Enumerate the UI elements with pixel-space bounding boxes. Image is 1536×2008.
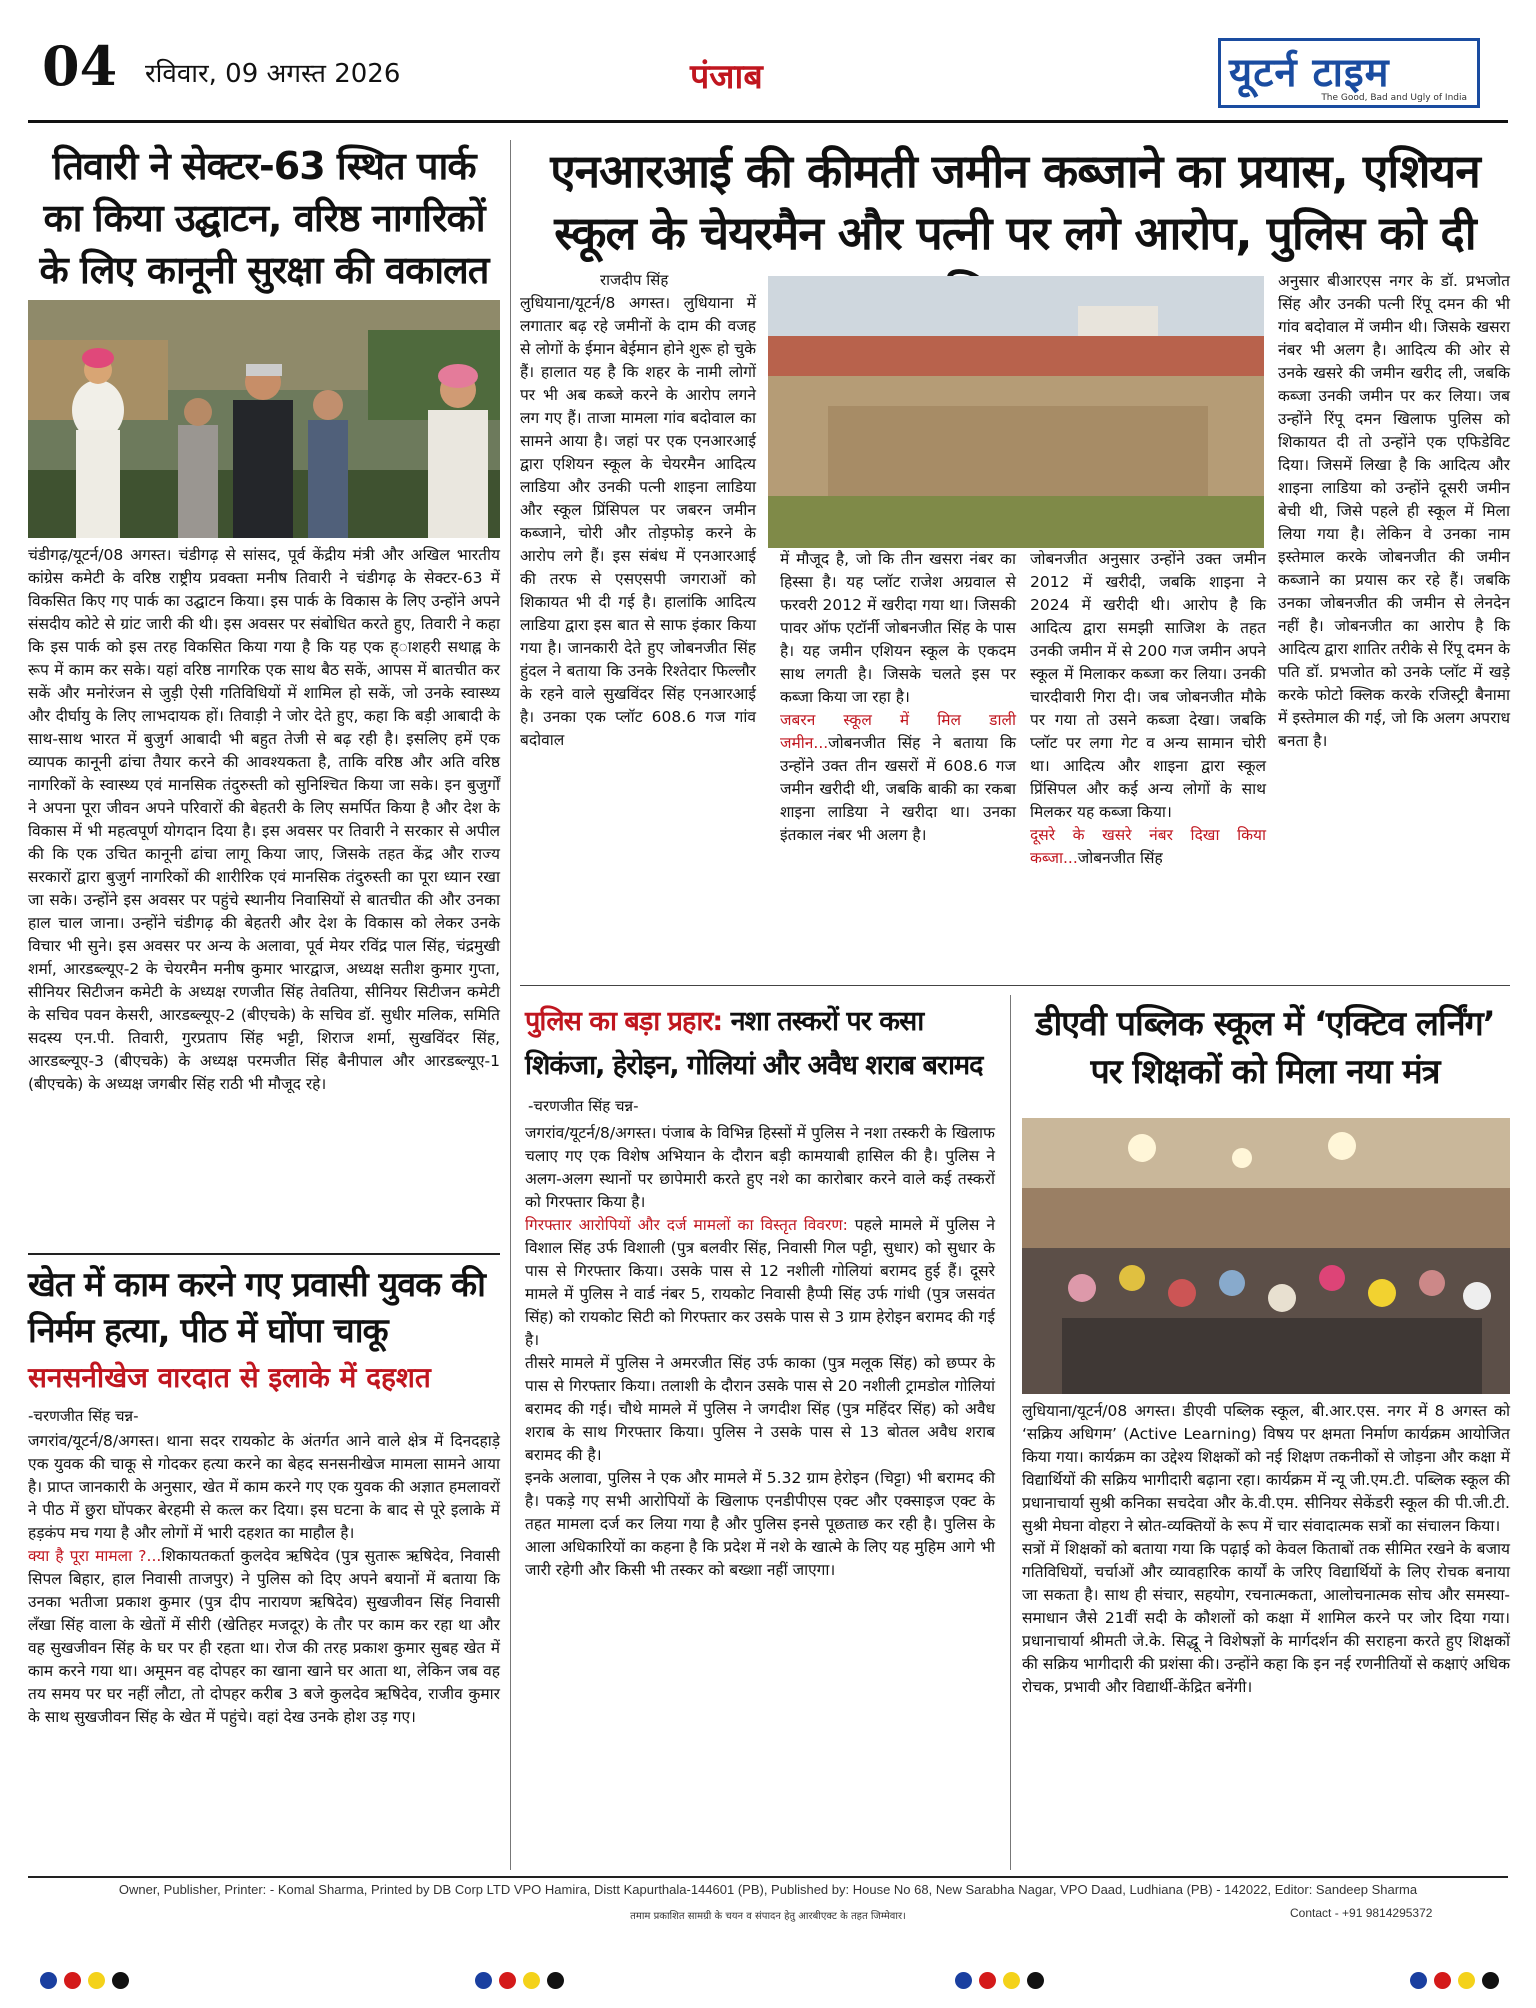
story4-headline — [525, 1000, 995, 1088]
story2-byline: -चरणजीत सिंह चन्न- — [28, 1407, 139, 1425]
dot — [1410, 1972, 1427, 1989]
dot — [1027, 1972, 1044, 1989]
story3-col2-lead: जबरन स्कूल में मिल डाली जमीन... — [780, 711, 1016, 752]
dot — [40, 1972, 57, 1989]
issue-date: रविवार, 09 अगस्त 2026 — [145, 59, 401, 89]
dot — [499, 1972, 516, 1989]
dot — [979, 1972, 996, 1989]
dot — [1003, 1972, 1020, 1989]
newspaper-logo — [1218, 38, 1480, 108]
divider — [28, 1253, 500, 1255]
logo-tagline: The Good, Bad and Ugly of India — [1321, 93, 1467, 103]
story2-body — [28, 1430, 500, 1729]
registration-dots-right — [1410, 1972, 1499, 1989]
footer-contact: Contact - +91 9814295372 — [1290, 1906, 1433, 1920]
story4-body — [525, 1122, 995, 1582]
section-name: पंजाब — [690, 57, 763, 97]
story4-body-para3: तीसरे मामले में पुलिस ने अमरजीत सिंह उर्फ काका (पुत्र मलूक सिंह) को छप्पर के पास से गिरफ्तार किया। तलाशी के दौरान उसके पास से 20 नशीली ट्रामडोल गोलियां बरामद की गई। चौथे मामले में पुलिस ने जगदीश सिंह (पुत्र महिंदर सिंह) को अवैध शराब के साथ गिरफ्तार किया। पुलिस ने उसके पास से 13 बोतल अवैध शराब बरामद की है। — [525, 1354, 995, 1464]
story5-headline: डीएवी पब्लिक स्कूल में ‘एक्टिव लर्निंग’ पर शिक्षकों को मिला नया मंत्र — [1035, 1004, 1495, 1092]
story1-headline: तिवारी ने सेक्टर-63 स्थित पार्क का किया उद्घाटन, वरिष्ठ नागरिकों के लिए कानूनी सुरक्षा की वकालत — [39, 144, 489, 292]
column-rule — [1010, 995, 1011, 1870]
story5-body-para2: सत्रों में शिक्षकों को बताया गया कि पढ़ाई को केवल किताबों तक सीमित रखने के बजाय गतिविधियों, चर्चाओं और व्यावहारिक कार्यों के जरिए विद्यार्थियों के लिए रोचक बनाया जा सकता है। साथ ही संचार, सहयोग, रचनात्मकता, आलोचनात्मक सोच और समस्या-समाधान जैसे 21वीं सदी के कौशलों को कक्षा में शामिल करने पर जोर दिया गया। प्रधानाचार्या श्रीमती जे.के. सिद्धू ने विशेषज्ञों के मार्गदर्शन की सराहना करते हुए शिक्षकों की सक्रिय भागीदारी की प्रशंसा की। उन्होंने कहा कि इन नई रणनीतियों से कक्षाएं अधिक रोचक, प्रभावी और विद्यार्थी-केंद्रित बनेंगी। — [1022, 1540, 1510, 1696]
story4-body-para2: पहले मामले में पुलिस ने विशाल सिंह उर्फ विशाली (पुत्र बलवीर सिंह, निवासी गिल पट्टी, सुधार) को सुधार के पास से गिरफ्तार किया। उसके पास से 12 नशीली गोलियां बरामद हुई हैं। दूसरे मामले में पुलिस ने वार्ड नंबर 5, रायकोट निवासी हैप्पी सिंह उर्फ गांधी (पुत्र जसवंत सिंह) को रायकोट सिटी को गिरफ्तार कर उसके पास से 3 ग्राम हेरोइन बरामद की गई है। — [525, 1216, 995, 1349]
story3-col4: अनुसार बीआरएस नगर के डॉ. प्रभजोत सिंह और उनकी पत्नी रिंपू दमन की भी गांव बदोवाल में जमीन थी। जिसके खसरा नंबर भी अलग है। आदित्य की ओर से उनके खसरे की जमीन खरीद ली, जबकि कब्जा उनकी जमीन पर कर लिया। जब उन्होंने रिंपू दमन खिलाफ पुलिस को शिकायत दी तो उन्होंने एक एफिडेविट दिया। जिसमें लिखा है कि आदित्य और शाइना लाडिया को उन्होंने दूसरी जमीन बेची थी, जिसे पहले ही स्कूल में मिला लिया गया है। लेकिन वे उनका नाम इस्तेमाल करके जोबनजीत की जमीन कब्जाने का प्रयास कर रहे हैं। जबकि उनका जोबनजीत की जमीन से लेनदेन नहीं है। जोबनजीत का आरोप है कि आदित्य द्वारा शातिर तरीके से रिंपू दमन के पति डॉ. प्रभजोत को उनके प्लॉट में खड़े करके फोटो क्लिक करके रजिस्ट्री बैनामा में इस्तेमाल की गई, जो कि अलग अपराध बनता है। — [1278, 272, 1510, 750]
story5-body-para1: लुधियाना/यूटर्न/08 अगस्त। डीएवी पब्लिक स्कूल, बी.आर.एस. नगर में 8 अगस्त को ‘सक्रिय अधिगम’ (Active Learning) विषय पर क्षमता निर्माण कार्यक्रम आयोजित किया गया। कार्यक्रम का उद्देश्य शिक्षकों को नई शिक्षण तकनीकों से जोड़ना और कक्षा में विद्यार्थियों की सक्रिय भागीदारी बढ़ाना रहा। कार्यक्रम में न्यू जी.एम.टी. पब्लिक स्कूल की प्रधानाचार्या सुश्री कनिका सचदेवा और के.वी.एम. सीनियर सेकेंडरी स्कूल की पी.जी.टी. सुश्री मेघना वोहरा ने स्रोत-व्यक्तियों के रूप में चार संवादात्मक सत्रों का संचालन किया। — [1022, 1402, 1510, 1535]
dot — [1458, 1972, 1475, 1989]
story4-lead: गिरफ्तार आरोपियों और दर्ज मामलों का विस्तृत विवरण: — [525, 1216, 848, 1234]
story4-byline: -चरणजीत सिंह चन्न- — [528, 1097, 639, 1115]
story3-col2-para2: जोबनजीत सिंह ने बताया कि उन्होंने उक्त तीन खसरों में 608.6 गज जमीन खरीदी थी, जबकि बाकी का रकबा शाइना लाडिया ने खरीदा था। उनका इंतकाल नंबर भी अलग है। — [780, 734, 1016, 844]
story4-body-para4: इनके अलावा, पुलिस ने एक और मामले में 5.32 ग्राम हेरोइन (चिट्टा) भी बरामद की है। पकड़े गए सभी आरोपियों के खिलाफ एनडीपीएस एक्ट और एक्साइज एक्ट के तहत मामला दर्ज कर लिया गया है और पुलिस इनसे पूछताछ कर रही है। पुलिस के आला अधिकारियों का कहना है कि प्रदेश में नशे के खात्मे के लिए यह मुहिम आगे भी जारी रहेगी और किसी भी तस्कर को बख्शा नहीं जाएगा। — [525, 1469, 995, 1579]
dot — [1482, 1972, 1499, 1989]
story1-body: चंडीगढ़/यूटर्न/08 अगस्त। चंडीगढ़ से सांसद, पूर्व केंद्रीय मंत्री और अखिल भारतीय कांग्रेस कमेटी के वरिष्ठ राष्ट्रीय प्रवक्ता मनीष तिवारी ने चंडीगढ़ के सेक्टर-63 में विकसित किए गए पार्क का उद्घाटन किया। इस पार्क के विकास के लिए उन्होंने अपने संसदीय कोटे से ग्रांट जारी की थी। इस अवसर पर संबोधित करते हुए, तिवारी ने कहा कि इस पार्क को इस तरह विकसित किया गया है कि यह एक ह्ाशहरी सथाह्न के रूप में काम कर सके। यहां वरिष्ठ नागरिक एक साथ बैठ सकें, आपस में बातचीत कर सकें और मनोरंजन से जुड़ी ऐसी गतिविधियों में शामिल हो सकें, जो उनके स्वास्थ्य और दीर्घायु के लिए लाभदायक हों। तिवाड़ी ने जोर देते हुए, कहा कि बड़ी आबादी के साथ-साथ भारत में बुजुर्ग आबादी भी बहुत तेजी से बढ़ रही है। इसलिए हमें एक व्यापक कानूनी ढांचा तैयार करने की आवश्यकता है, ताकि वरिष्ठ और अति वरिष्ठ नागरिकों के स्वास्थ्य एवं मानसिक तंदुरुस्ती को सुनिश्चित किया जा सके। इन बुजुर्गों ने अपना पूरा जीवन अपने परिवारों की बेहतरी के लिए समर्पित किया है और देश के विकास में भी महत्वपूर्ण योगदान दिया है। इस अवसर पर तिवारी ने सरकार से अपील की कि एक उचित कानूनी ढांचा लागू किया जाए, जिसके तहत केंद्र और राज्य सरकारों द्वारा बुजुर्ग नागरिकों की शारीरिक एवं मानसिक तंदुरुस्ती का पूरा ध्यान रखा जा सके। उन्होंने इस अवसर पर पहुंचे स्थानीय निवासियों से बातचीत की और उनका हाल चाल जाना। उन्होंने चंडीगढ़ की बेहतरी और देश के विकास को लेकर उनके विचार भी सुने। इस अवसर पर अन्य के अलावा, पूर्व मेयर रविंद्र पाल सिंह, चंद्रमुखी शर्मा, आरडब्ल्यूए-2 के चेयरमैन मनीष कुमार भारद्वाज, अध्यक्ष सतीश कुमार गुप्ता, सीनियर सिटीजन कमेटी के अध्यक्ष रणजीत सिंह तेवतिया, सीनियर सिटीजन कमेटी के सचिव पवन केसरी, आरडब्ल्यूए-2 (बीएचके) के सचिव डॉ. सुधीर मलिक, समिति सदस्य एन.पी. तिवारी, गुरप्रताप सिंह भट्टी, शिराज शर्मा, सुखविंदर सिंह, आरडब्ल्यूए-3 (बीएचके) के अध्यक्ष परमजीत सिंह बैनीपाल और आरडब्ल्यूए-1 (बीएचके) के अध्यक्ष जगबीर सिंह राठी भी मौजूद रहे। — [28, 546, 500, 1093]
story2-headline: खेत में काम करने गए प्रवासी युवक की निर्मम हत्या, पीठ में घोंपा चाकू — [28, 1265, 485, 1351]
footer-disclaimer: तमाम प्रकाशित सामग्री के चयन व संपादन हेतु आरबीएक्ट के तहत जिम्मेवार। — [630, 1911, 906, 1922]
dot — [475, 1972, 492, 1989]
story2-lead: क्या है पूरा मामला ?... — [28, 1547, 162, 1565]
dot — [523, 1972, 540, 1989]
story1-photo — [28, 300, 500, 538]
story4-headline-text: नशा तस्करों पर कसा शिकंजा, हेरोइन, गोलियां और अवैध शराब बरामद — [525, 1006, 983, 1081]
story3-col3 — [1030, 548, 1266, 870]
header-rule — [28, 120, 1508, 123]
story3-photo — [768, 276, 1264, 548]
story3-col2 — [780, 548, 1016, 847]
dot — [547, 1972, 564, 1989]
story4-body-para1: जगरांव/यूटर्न/8/अगस्त। पंजाब के विभिन्न हिस्सों में पुलिस ने नशा तस्करी के खिलाफ चलाए गए एक विशेष अभियान के दौरान बड़ी कामयाबी हासिल की है। पुलिस ने अलग-अलग स्थानों पर छापेमारी करते हुए नशे का कारोबार करने वाले कई तस्करों को गिरफ्तार किया है। — [525, 1124, 995, 1211]
story2-body-para1: जगरांव/यूटर्न/8/अगस्त। थाना सदर रायकोट के अंतर्गत आने वाले क्षेत्र में दिनदहाड़े एक युवक की चाकू से गोदकर हत्या करने का बेहद सनसनीखेज मामला सामने आया है। प्राप्त जानकारी के अनुसार, खेत में काम करने गए एक युवक की अज्ञात हमलावरों ने पीठ में छुरा घोंपकर बेरहमी से कत्ल कर दिया। इस घटना के बाद से पूरे इलाके में हड़कंप मच गया है और लोगों में भारी दहशत का माहौल है। — [28, 1432, 500, 1542]
registration-dots-left — [40, 1972, 129, 1989]
story3-headline: एनआरआई की कीमती जमीन कब्जाने का प्रयास, एशियन स्कूल के चेयरमैन और पत्नी पर लगे आरोप, पुलिस को दी — [550, 144, 1480, 260]
story3-byline: राजदीप सिंह — [600, 271, 669, 289]
footer-imprint: Owner, Publisher, Printer: - Komal Sharma, Printed by DB Corp LTD VPO Hamira, Distt Kapurthala-144601 (PB), Published by: House No 68, New Sarabha Nagar, VPO Daad, Ludhiana (PB) - 142022, Editor: Sandeep Sharma — [118, 1882, 1418, 1897]
story2-subhead: सनसनीखेज वारदात से इलाके में दहशत — [28, 1361, 431, 1394]
dot — [64, 1972, 81, 1989]
story3-col2-para1: में मौजूद है, जो कि तीन खसरा नंबर का हिस्सा है। यह प्लॉट राजेश अग्रवाल से फरवरी 2012 में खरीदा गया था। जिसकी पावर ऑफ एटॉर्नी जोबनजीत सिंह के पास है। यह जमीन एशियन स्कूल के एकदम साथ लगती है। जिसके चलते इस पर कब्जा किया जा रहा है। — [780, 550, 1016, 706]
story3-col3-lead: दूसरे के खसरे नंबर दिखा किया कब्जा... — [1030, 826, 1266, 867]
dot — [955, 1972, 972, 1989]
logo-text: यूटर्न टाइम — [1229, 50, 1390, 96]
story3-col3-para2: जोबनजीत सिंह — [1077, 849, 1163, 867]
story3-col3-para1: जोबनजीत अनुसार उन्होंने उक्त जमीन 2012 में खरीदी, जबकि शाइना ने 2024 में खरीदी थी। आरोप है कि आदित्य द्वारा समझी साजिश के तहत उनकी जमीन में से 200 गज जमीन अपने स्कूल में मिलाकर कब्जा कर लिया। उनकी चारदीवारी गिरा दी। जब जोबनजीत मौके पर गया तो उसने कब्जा देखा। जबकि प्लॉट पर लगा गेट व अन्य सामान चोरी था। आदित्य और शाइना द्वारा स्कूल प्रिंसिपल और कई अन्य लोगों के साथ मिलकर यह कब्जा किया। — [1030, 550, 1266, 821]
story5-photo — [1022, 1118, 1510, 1394]
dot — [1434, 1972, 1451, 1989]
registration-dots-center-right — [955, 1972, 1044, 1989]
story5-body — [1022, 1400, 1510, 1699]
page-number: 04 — [42, 34, 118, 98]
story3-col1: लुधियाना/यूटर्न/8 अगस्त। लुधियाना में लगातार बढ़ रहे जमीनों के दाम की वजह से लोगों के ईमान बेईमान होने शुरू हो चुके हैं। हालात यह है कि शहर के नामी लोगों पर भी अब कब्जे करने के आरोप लगने लग गए हैं। ताजा मामला गांव बदोवाल का सामने आया है। जहां पर एक एनआरआई द्वारा एशियन स्कूल के चेयरमैन आदित्य लाडिया और उनकी पत्नी शाइना लाडिया और स्कूल प्रिंसिपल पर जबरन जमीन कब्जाने, चोरी और तोड़फोड़ करने के आरोप लगे हैं। इस संबंध में एनआरआई की तरफ से एसएसपी जगराओं को शिकायत भी दी गई है। हालांकि आदित्य लाडिया द्वारा इस बात से साफ इंकार किया गया है। जानकारी देते हुए जोबनजीत सिंह हुंदल ने बताया कि उनके रिश्तेदार फिल्लौर के रहने वाले सुखविंदर सिंह एनआरआई है। उनका एक प्लॉट 608.6 गज गांव बदोवाल — [520, 294, 756, 749]
dot — [112, 1972, 129, 1989]
registration-dots-center-left — [475, 1972, 564, 1989]
story2-body-para2: शिकायतकर्ता कुलदेव ऋषिदेव (पुत्र सुतारू ऋषिदेव, निवासी सिपल बिहार, हाल निवासी ताजपुर) ने पुलिस को दिए अपने बयानों में बताया कि उनका भतीजा प्रकाश कुमार (पुत्र दीप नारायण ऋषिदेव) सुखजीवन सिंह निवासी लँखा सिंह वाला के खेतों में सीरी (खेतिहर मजदूर) के तौर पर काम कर रहा था और वह सुखजीवन सिंह के घर पर ही रहता था। रोज की तरह प्रकाश कुमार सुबह खेत में काम करने गया था। अमूमन वह दोपहर का खाना खाने घर आता था, लेकिन जब वह तय समय पर घर नहीं लौटा, तो दोपहर करीब 3 बजे कुलदेव ऋषिदेव, राजीव कुमार के साथ सुखजीवन सिंह के खेत में पहुंचे। वहां देख उनके होश उड़ गए। — [28, 1547, 500, 1726]
story4-headline-red: पुलिस का बड़ा प्रहार: — [525, 1006, 723, 1037]
footer-rule — [28, 1876, 1508, 1878]
dot — [88, 1972, 105, 1989]
divider — [520, 985, 1510, 986]
column-rule — [510, 140, 511, 1870]
